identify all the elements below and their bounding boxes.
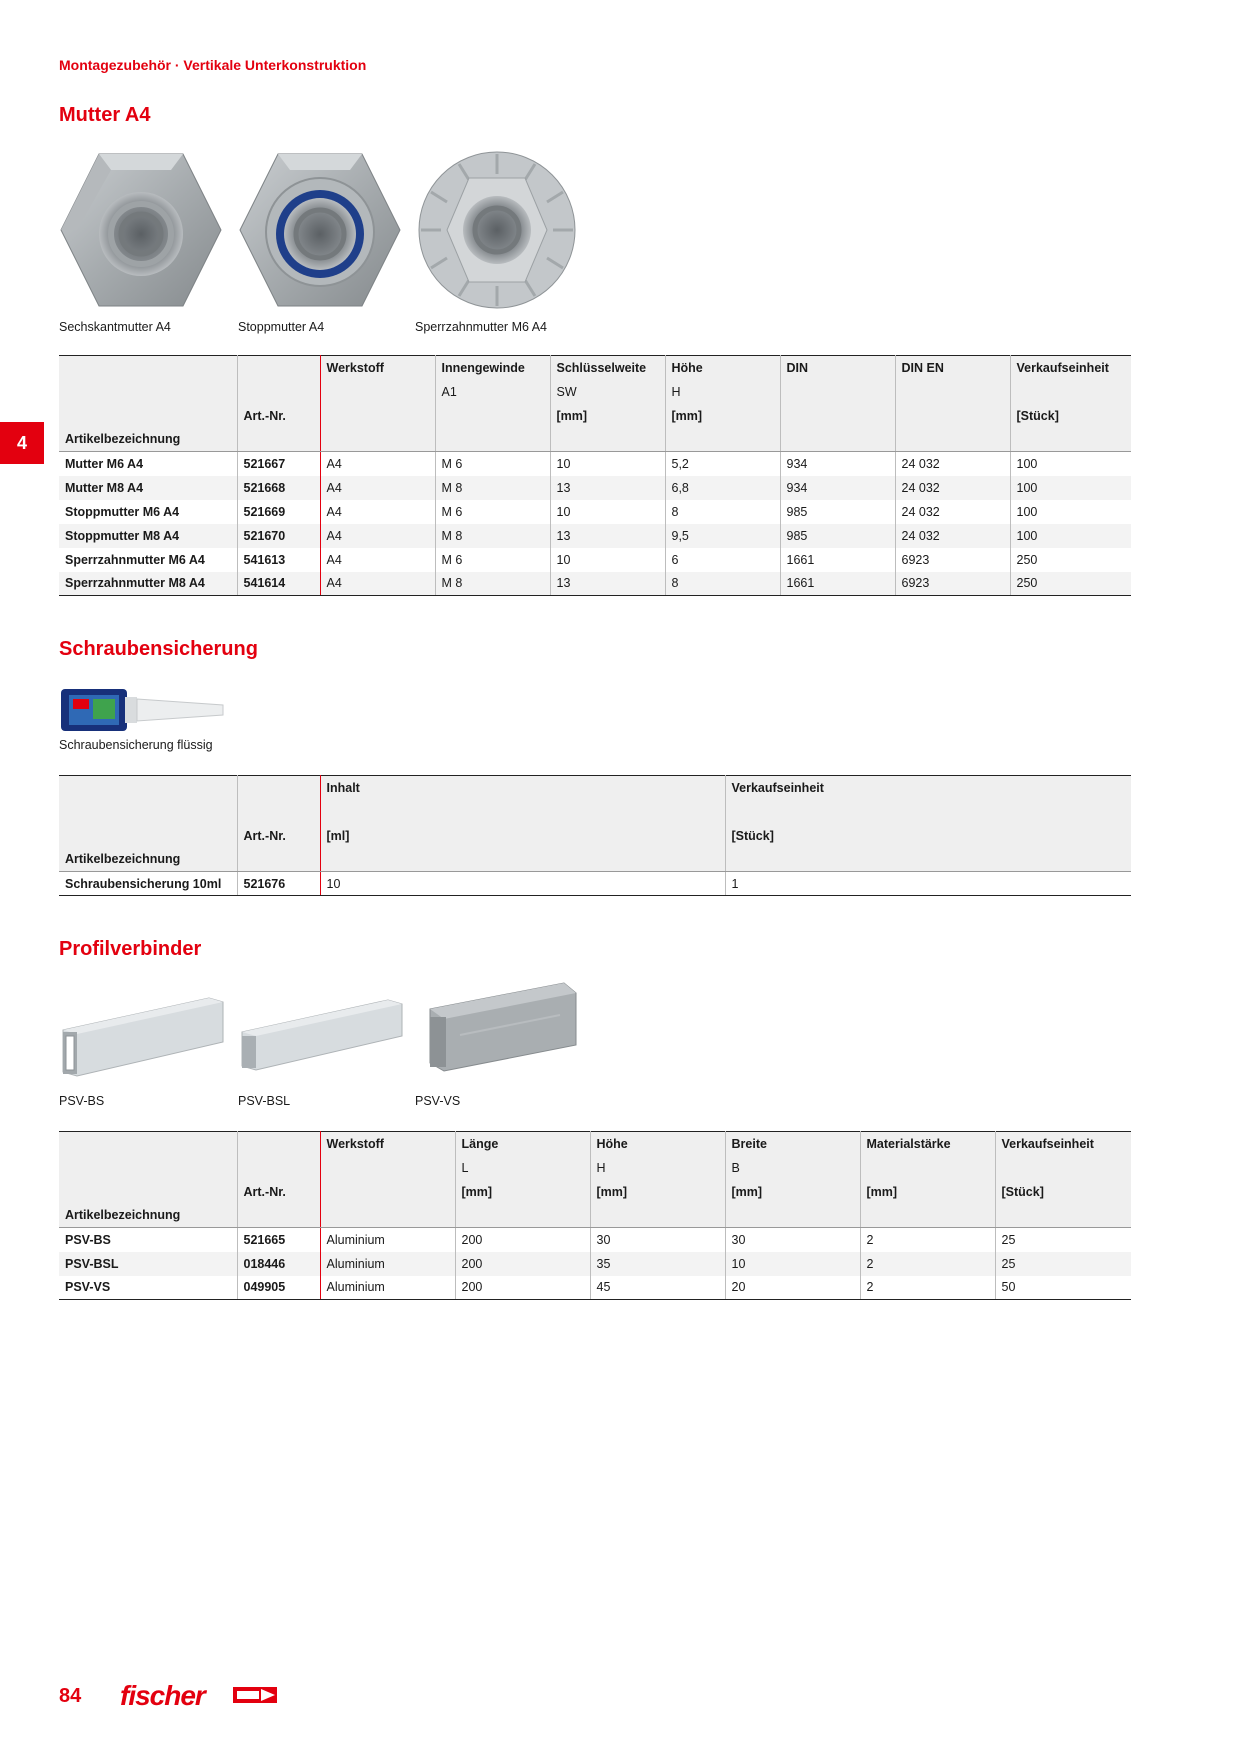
table-cell: 1661	[780, 572, 895, 596]
table-row	[59, 524, 1131, 548]
article-name-cell: Mutter M8 A4	[59, 476, 237, 500]
flange-nut-image	[415, 150, 579, 310]
caption-stop-nut: Stoppmutter A4	[238, 320, 325, 334]
article-number-cell: 521667	[237, 452, 320, 476]
table-row	[59, 500, 1131, 524]
brand-mark-icon	[233, 1687, 277, 1703]
caption-psv-bsl: PSV-BSL	[238, 1094, 291, 1108]
header-cell	[320, 404, 435, 428]
header-cell	[320, 1156, 455, 1180]
header-cell	[59, 1132, 237, 1156]
article-name-cell: Stoppmutter M6 A4	[65, 504, 180, 519]
article-name-cell: PSV-BSL	[59, 1252, 237, 1276]
table-cell: 45	[590, 1276, 725, 1300]
table-cell: 10	[320, 872, 725, 896]
header-cell	[665, 428, 780, 452]
header-schluesselweite: Schlüsselweite	[550, 356, 665, 380]
table-cell: M 6	[435, 548, 550, 572]
table-cell: 24 032	[895, 452, 1010, 476]
header-cell	[435, 404, 550, 428]
table-cell: 2	[860, 1252, 995, 1276]
header-hoehe: Höhe	[665, 356, 780, 380]
header-cell	[725, 1204, 860, 1228]
table-cell: 200	[455, 1228, 590, 1252]
header-cell	[237, 356, 320, 380]
header-cell	[455, 1204, 590, 1228]
table-cell: 9,5	[665, 524, 780, 548]
table-cell: 200	[455, 1276, 590, 1300]
header-art-nr: Art.-Nr.	[237, 1180, 320, 1204]
header-cell: H	[590, 1156, 725, 1180]
table-cell: 13	[550, 524, 665, 548]
locking-table-body	[59, 872, 1131, 896]
header-cell	[59, 1156, 237, 1180]
header-cell	[320, 428, 435, 452]
table-cell: 100	[1010, 524, 1131, 548]
header-cell: L	[455, 1156, 590, 1180]
psv-bsl-image	[238, 990, 406, 1080]
header-innengewinde: Innengewinde	[435, 356, 550, 380]
article-number-cell: 018446	[237, 1252, 320, 1276]
table-cell: M 8	[435, 572, 550, 596]
table-cell: 8	[665, 572, 780, 596]
header-cell: H	[665, 380, 780, 404]
header-cell	[237, 776, 320, 800]
table-cell: 24 032	[895, 500, 1010, 524]
table-row	[59, 572, 1131, 596]
table-cell: M 8	[435, 476, 550, 500]
table-cell: 6	[665, 548, 780, 572]
header-werkstoff: Werkstoff	[320, 1132, 455, 1156]
article-name-cell: Sperrzahnmutter M6 A4	[65, 552, 205, 567]
table-cell: 250	[1010, 572, 1131, 596]
header-cell	[860, 1156, 995, 1180]
table-cell: A4	[320, 452, 435, 476]
nuts-table	[59, 355, 1131, 596]
table-cell: 8	[665, 500, 780, 524]
table-cell: 10	[550, 500, 665, 524]
table-cell: 24 032	[895, 524, 1010, 548]
header-art-nr: Art.-Nr.	[237, 824, 320, 848]
table-cell: 934	[780, 476, 895, 500]
table-cell: 2	[860, 1276, 995, 1300]
table-cell: 6923	[895, 548, 1010, 572]
caption-hex-nut: Sechskantmutter A4	[59, 320, 171, 334]
table-row	[59, 1228, 1131, 1252]
article-name-cell: Schraubensicherung 10ml	[59, 872, 237, 896]
psv-bs-image	[59, 990, 227, 1080]
header-din: DIN	[780, 356, 895, 380]
table-row	[59, 1252, 1131, 1276]
table-row	[59, 452, 1131, 476]
table-cell: A4	[320, 500, 435, 524]
table-cell: 1661	[780, 548, 895, 572]
table-row	[59, 1276, 1131, 1300]
brand-logo: fischer	[120, 1680, 205, 1711]
breadcrumb: Montagezubehör · Vertikale Unterkonstruktion	[59, 57, 367, 73]
header-cell	[435, 428, 550, 452]
article-number-cell: 521670	[237, 524, 320, 548]
table-cell: 35	[590, 1252, 725, 1276]
header-cell	[550, 428, 665, 452]
header-verkaufseinheit: Verkaufseinheit	[725, 776, 1131, 800]
section-title-locking: Schraubensicherung	[59, 638, 258, 660]
header-hoehe: Höhe	[590, 1132, 725, 1156]
article-name-cell: PSV-VS	[59, 1276, 237, 1300]
header-materialstaerke: Materialstärke	[860, 1132, 995, 1156]
article-name-cell: Stoppmutter M8 A4	[59, 524, 237, 548]
table-cell: 100	[1010, 452, 1131, 476]
header-cell	[237, 848, 320, 872]
caption-psv-bs: PSV-BS	[59, 1094, 105, 1108]
caption-psv-vs: PSV-VS	[415, 1094, 461, 1108]
header-cell: SW	[550, 380, 665, 404]
header-cell	[237, 1204, 320, 1228]
header-unit: [Stück]	[725, 824, 1131, 848]
caption-thread-locker: Schraubensicherung flüssig	[59, 738, 213, 752]
header-cell	[237, 800, 320, 824]
header-unit: [Stück]	[995, 1180, 1131, 1204]
table-row	[59, 872, 1131, 896]
header-cell	[59, 776, 237, 800]
table-cell: 13	[550, 572, 665, 596]
header-cell	[59, 1180, 237, 1204]
table-cell: 200	[455, 1252, 590, 1276]
table-cell: Aluminium	[320, 1228, 455, 1252]
header-cell	[725, 848, 1131, 872]
nuts-table-body	[59, 452, 1131, 596]
table-cell: 25	[995, 1228, 1131, 1252]
article-number-cell: 521676	[237, 872, 320, 896]
header-cell	[320, 800, 725, 824]
header-cell	[895, 380, 1010, 404]
table-cell: 100	[1010, 500, 1131, 524]
table-row	[59, 476, 1131, 500]
header-cell	[860, 1204, 995, 1228]
profiles-table	[59, 1131, 1131, 1300]
table-cell: A4	[320, 548, 435, 572]
psv-vs-image	[420, 975, 580, 1075]
table-cell: 1	[725, 872, 1131, 896]
header-cell	[320, 848, 725, 872]
header-din-en: DIN EN	[895, 356, 1010, 380]
hex-nut-image	[59, 150, 223, 310]
table-cell: A4	[320, 524, 435, 548]
table-cell: 10	[550, 548, 665, 572]
header-cell: A1	[435, 380, 550, 404]
stop-nut-image	[238, 150, 402, 310]
header-verkaufseinheit: Verkaufseinheit	[995, 1132, 1131, 1156]
header-unit: [mm]	[590, 1180, 725, 1204]
table-cell: 20	[725, 1276, 860, 1300]
table-cell: 10	[725, 1252, 860, 1276]
article-number-cell: 521668	[237, 476, 320, 500]
page-number: 84	[59, 1685, 82, 1707]
header-unit: [mm]	[665, 404, 780, 428]
header-unit: [mm]	[860, 1180, 995, 1204]
header-cell: B	[725, 1156, 860, 1180]
header-cell	[59, 356, 237, 380]
article-number-cell: 521665	[237, 1228, 320, 1252]
header-cell	[895, 428, 1010, 452]
header-cell	[780, 380, 895, 404]
header-laenge: Länge	[455, 1132, 590, 1156]
header-unit: [mm]	[455, 1180, 590, 1204]
article-number-cell: 541613	[237, 548, 320, 572]
header-cell	[1010, 380, 1131, 404]
header-inhalt: Inhalt	[320, 776, 725, 800]
header-cell	[895, 404, 1010, 428]
table-cell: 5,2	[665, 452, 780, 476]
article-name-cell: Mutter M6 A4	[65, 456, 144, 471]
table-cell: 985	[780, 524, 895, 548]
header-verkaufseinheit: Verkaufseinheit	[1010, 356, 1131, 380]
header-unit: [Stück]	[1010, 404, 1131, 428]
article-number-cell: 541614	[237, 572, 320, 596]
table-cell: Aluminium	[320, 1276, 455, 1300]
table-cell: M 8	[435, 524, 550, 548]
header-cell	[237, 1132, 320, 1156]
header-breite: Breite	[725, 1132, 860, 1156]
table-cell: 6923	[895, 572, 1010, 596]
header-cell	[320, 380, 435, 404]
header-cell	[995, 1204, 1131, 1228]
header-cell	[590, 1204, 725, 1228]
table-cell: 30	[590, 1228, 725, 1252]
table-cell: 10	[550, 452, 665, 476]
header-cell	[237, 1156, 320, 1180]
header-art-nr: Art.-Nr.	[237, 404, 320, 428]
article-number-cell: 049905	[237, 1276, 320, 1300]
header-artikelbezeichnung: Artikelbezeichnung	[59, 848, 237, 872]
header-werkstoff: Werkstoff	[320, 356, 435, 380]
chapter-tab[interactable]: 4	[0, 422, 44, 464]
table-cell: Aluminium	[320, 1252, 455, 1276]
section-title-nuts: Mutter A4	[59, 104, 151, 126]
thread-locker-bottle-image	[59, 685, 227, 735]
table-cell: 934	[780, 452, 895, 476]
table-cell: 250	[1010, 548, 1131, 572]
locking-table	[59, 775, 1131, 896]
header-cell	[725, 800, 1131, 824]
header-unit: [mm]	[725, 1180, 860, 1204]
caption-flange-nut: Sperrzahnmutter M6 A4	[415, 320, 548, 334]
article-name-cell: PSV-BS	[65, 1232, 111, 1247]
table-row	[59, 548, 1131, 572]
header-unit: [mm]	[550, 404, 665, 428]
header-artikelbezeichnung: Artikelbezeichnung	[59, 1204, 237, 1228]
header-cell	[995, 1156, 1131, 1180]
table-cell: 24 032	[895, 476, 1010, 500]
header-cell	[59, 380, 237, 404]
table-cell: 2	[860, 1228, 995, 1252]
header-cell	[59, 404, 237, 428]
table-cell: M 6	[435, 500, 550, 524]
table-cell: A4	[320, 572, 435, 596]
table-cell: 13	[550, 476, 665, 500]
table-cell: 50	[995, 1276, 1131, 1300]
header-cell	[320, 1204, 455, 1228]
header-cell	[237, 380, 320, 404]
header-cell	[1010, 428, 1131, 452]
table-cell: 25	[995, 1252, 1131, 1276]
profiles-table-body	[59, 1228, 1131, 1300]
header-cell	[59, 824, 237, 848]
header-cell	[237, 428, 320, 452]
header-cell	[320, 1180, 455, 1204]
header-cell	[59, 800, 237, 824]
table-cell: 30	[725, 1228, 860, 1252]
table-cell: 6,8	[665, 476, 780, 500]
table-cell: 100	[1010, 476, 1131, 500]
table-cell: A4	[320, 476, 435, 500]
table-cell: M 6	[435, 452, 550, 476]
header-cell	[780, 428, 895, 452]
article-number-cell: 521669	[237, 500, 320, 524]
header-cell	[780, 404, 895, 428]
article-name-cell: Sperrzahnmutter M8 A4	[59, 572, 237, 596]
header-artikelbezeichnung: Artikelbezeichnung	[59, 428, 237, 452]
header-unit: [ml]	[320, 824, 725, 848]
table-cell: 985	[780, 500, 895, 524]
section-title-profiles: Profilverbinder	[59, 938, 202, 960]
